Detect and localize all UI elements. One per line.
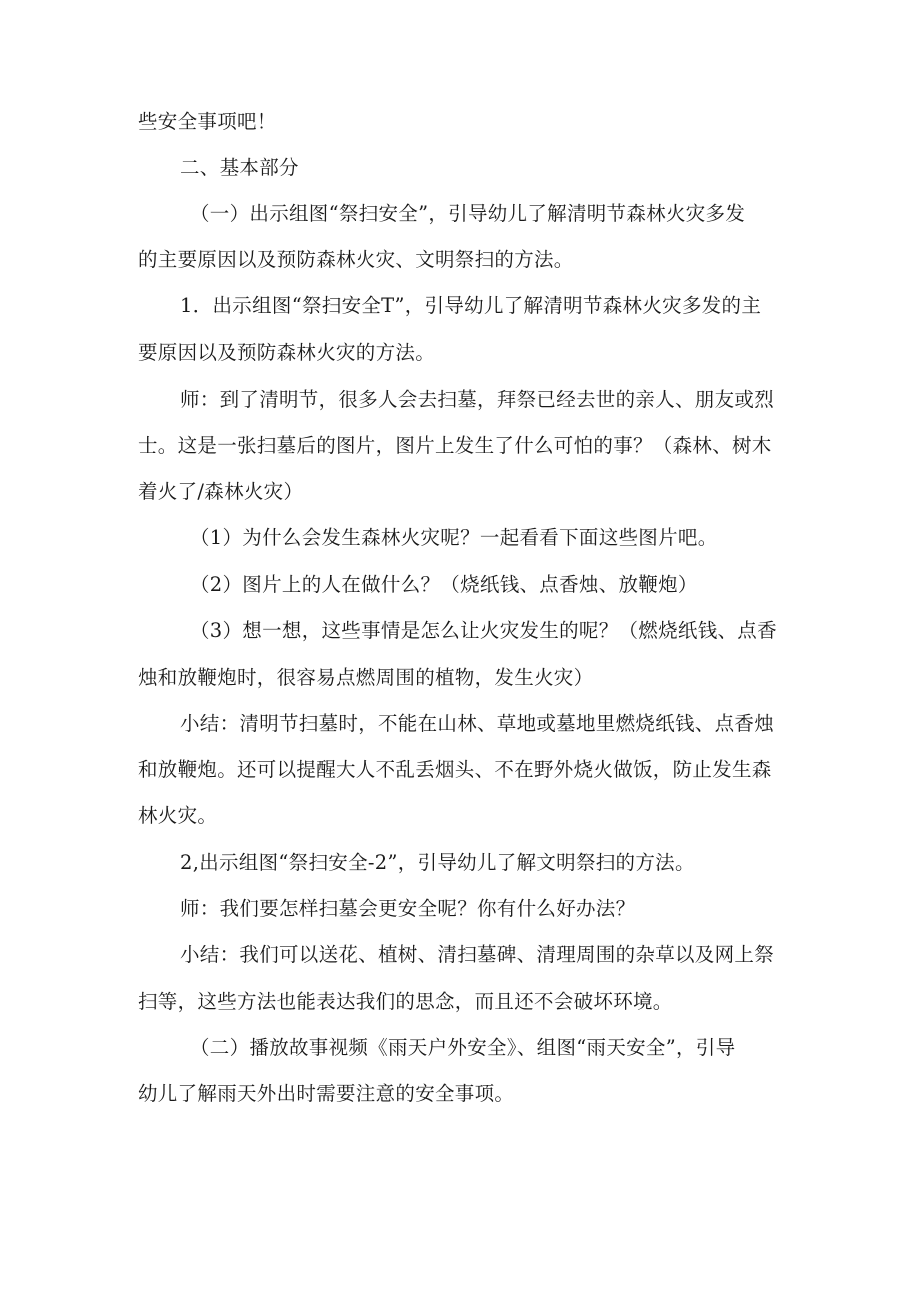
text-line: 师：到了清明节，很多人会去扫墓，拜祭已经去世的亲人、朋友或烈 <box>180 388 775 411</box>
text-line: 要原因以及预防森林火灾的方法。 <box>138 341 436 364</box>
text-line: 着火了/森林火灾） <box>138 480 304 503</box>
text-line: 和放鞭炮。还可以提醒大人不乱丢烟头、不在野外烧火做饭，防止发生森 <box>138 758 772 781</box>
text-line: 师：我们要怎样扫墓会更安全呢？你有什么好办法？ <box>180 897 636 920</box>
text-line: 1．出示组图“祭扫安全T”，引导幼儿了解清明节森林火灾多发的主 <box>180 294 762 317</box>
text-line: 的主要原因以及预防森林火灾、文明祭扫的方法。 <box>138 248 574 271</box>
text-line: 小结：我们可以送花、植树、清扫墓碑、清理周围的杂草以及网上祭 <box>180 943 775 966</box>
text-line: 扫等，这些方法也能表达我们的思念，而且还不会破坏环境。 <box>138 990 673 1013</box>
text-line: 士。这是一张扫墓后的图片，图片上发生了什么可怕的事？（森林、树木 <box>138 434 772 457</box>
text-line: 2,出示组图“祭扫安全-2”，引导幼儿了解文明祭扫的方法。 <box>180 851 695 874</box>
text-line: 林火灾。 <box>138 804 218 827</box>
subsection-heading: （一）出示组图“祭扫安全”，引导幼儿了解清明节森林火灾多发 <box>190 202 746 225</box>
text-line: 些安全事项吧！ <box>138 110 277 133</box>
section-heading: 二、基本部分 <box>180 156 299 179</box>
text-line: 烛和放鞭炮时，很容易点燃周围的植物，发生火灾） <box>138 666 594 689</box>
text-line: （3）想一想，这些事情是怎么让火灾发生的呢？（燃烧纸钱、点香 <box>190 619 777 642</box>
text-line: （1）为什么会发生森林火灾呢？一起看看下面这些图片吧。 <box>190 526 718 549</box>
text-line: 小结：清明节扫墓时，不能在山林、草地或墓地里燃烧纸钱、点香烛 <box>180 712 775 735</box>
text-line: 幼儿了解雨天外出时需要注意的安全事项。 <box>138 1082 515 1105</box>
text-line: （2）图片上的人在做什么？（烧纸钱、点香烛、放鞭炮） <box>190 573 698 596</box>
subsection-heading: （二）播放故事视频《雨天户外安全》、组图“雨天安全”，引导 <box>190 1036 736 1059</box>
